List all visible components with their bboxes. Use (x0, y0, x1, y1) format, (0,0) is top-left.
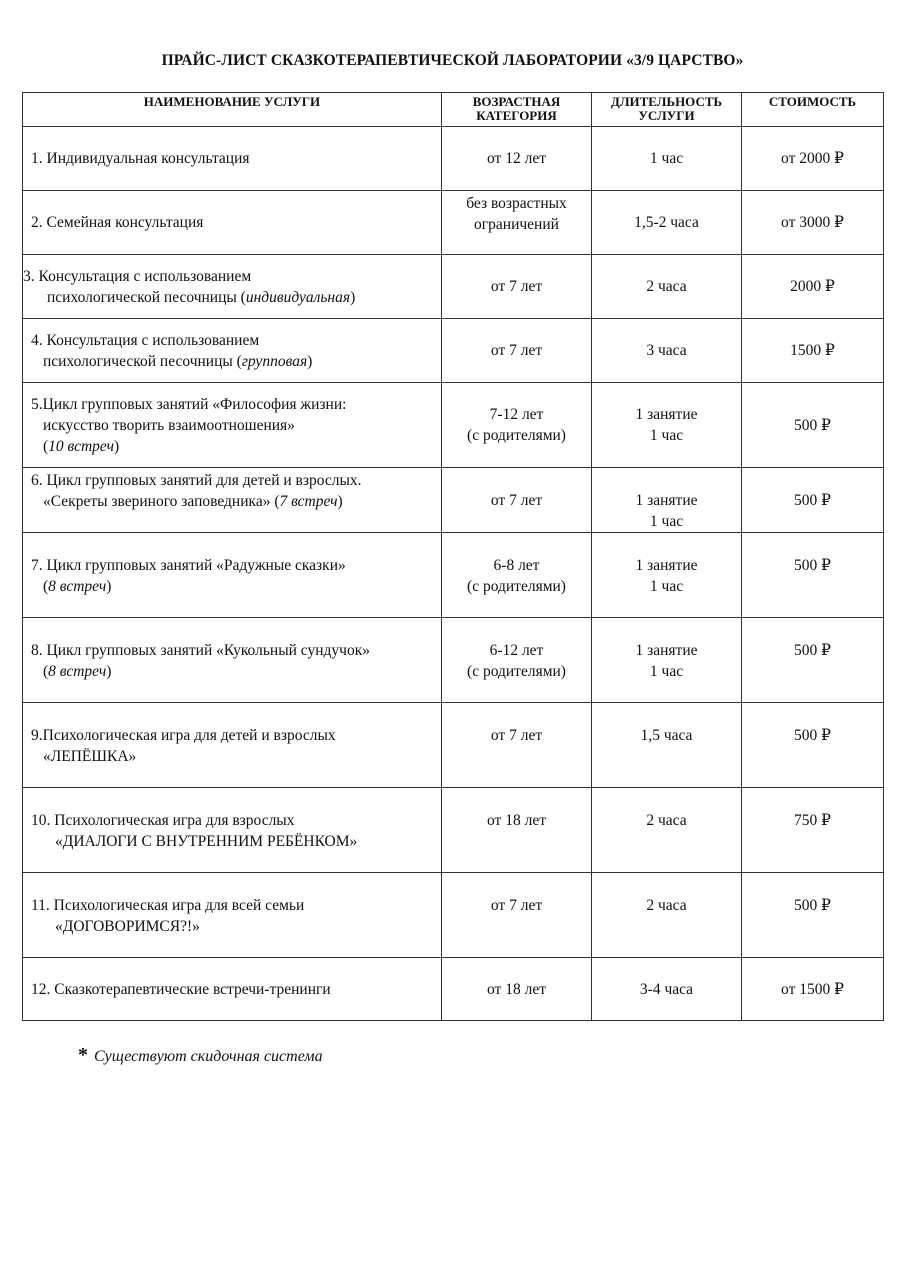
price: 1500 ₽ (742, 319, 884, 383)
price: 500 ₽ (742, 533, 884, 618)
page-title: ПРАЙС-ЛИСТ СКАЗКОТЕРАПЕВТИЧЕСКОЙ ЛАБОРАТОРИИ «3/9 ЦАРСТВО» (161, 52, 744, 69)
price: от 3000 ₽ (742, 191, 884, 255)
duration: 2 часа (592, 873, 742, 958)
header-age: ВОЗРАСТНАЯ КАТЕГОРИЯ (442, 93, 592, 127)
service-name: 7. Цикл групповых занятий «Радужные сказки» (8 встреч) (23, 533, 442, 618)
price: от 2000 ₽ (742, 127, 884, 191)
duration: 2 часа (592, 255, 742, 319)
footnote-text: Существуют скидочная система (94, 1048, 323, 1065)
age-category: от 12 лет (442, 127, 592, 191)
price-table (22, 92, 884, 1021)
age-category: от 7 лет (442, 703, 592, 788)
age-category: от 7 лет (442, 255, 592, 319)
table-row (23, 191, 884, 255)
table-row (23, 873, 884, 958)
table-row (23, 533, 884, 618)
header-name: НАИМЕНОВАНИЕ УСЛУГИ (23, 93, 442, 127)
service-name: 5.Цикл групповых занятий «Философия жизни: искусство творить взаимоотношения» (10 встреч) (23, 383, 442, 468)
age-category: от 18 лет (442, 958, 592, 1021)
price: 500 ₽ (742, 468, 884, 533)
duration: 3 часа (592, 319, 742, 383)
duration: 3-4 часа (592, 958, 742, 1021)
table-row (23, 618, 884, 703)
duration: 1 занятие 1 час (592, 533, 742, 618)
price: 500 ₽ (742, 383, 884, 468)
service-name: 4. Консультация с использованием психологической песочницы (групповая) (23, 319, 442, 383)
duration: 1 занятие 1 час (592, 468, 742, 533)
price: 500 ₽ (742, 873, 884, 958)
age-category: от 18 лет (442, 788, 592, 873)
age-category: 6-8 лет (с родителями) (442, 533, 592, 618)
table-row (23, 703, 884, 788)
age-category: от 7 лет (442, 319, 592, 383)
duration: 1 занятие 1 час (592, 618, 742, 703)
duration: 1,5-2 часа (592, 191, 742, 255)
service-name: 10. Психологическая игра для взрослых «ДИАЛОГИ С ВНУТРЕННИМ РЕБЁНКОМ» (23, 788, 442, 873)
price: 2000 ₽ (742, 255, 884, 319)
age-category: 6-12 лет (с родителями) (442, 618, 592, 703)
price: 750 ₽ (742, 788, 884, 873)
table-row (23, 958, 884, 1021)
footnote (78, 1044, 323, 1067)
header-duration: ДЛИТЕЛЬНОСТЬ УСЛУГИ (592, 93, 742, 127)
duration: 2 часа (592, 788, 742, 873)
service-name: 9.Психологическая игра для детей и взрослых «ЛЕПЁШКА» (23, 703, 442, 788)
duration: 1 час (592, 127, 742, 191)
table-header-row (23, 93, 884, 127)
table-row (23, 127, 884, 191)
price: от 1500 ₽ (742, 958, 884, 1021)
table-row (23, 255, 884, 319)
age-category: без возрастных ограничений (442, 191, 592, 255)
service-name: 6. Цикл групповых занятий для детей и взрослых. «Секреты звериного заповедника» (7 встреч) (23, 468, 442, 533)
duration: 1 занятие 1 час (592, 383, 742, 468)
service-name: 8. Цикл групповых занятий «Кукольный сундучок» (8 встреч) (23, 618, 442, 703)
service-name: 3. Консультация с использованием психологической песочницы (индивидуальная) (23, 255, 442, 319)
asterisk-icon: * (78, 1044, 88, 1066)
service-name: 11. Психологическая игра для всей семьи «ДОГОВОРИМСЯ?!» (23, 873, 442, 958)
table-row (23, 468, 884, 533)
service-name: 2. Семейная консультация (23, 191, 442, 255)
age-category: 7-12 лет (с родителями) (442, 383, 592, 468)
table-row (23, 319, 884, 383)
age-category: от 7 лет (442, 873, 592, 958)
service-name: 12. Сказкотерапевтические встречи-тренинги (23, 958, 442, 1021)
price: 500 ₽ (742, 618, 884, 703)
price: 500 ₽ (742, 703, 884, 788)
service-name: 1. Индивидуальная консультация (23, 127, 442, 191)
table-row (23, 788, 884, 873)
header-price: СТОИМОСТЬ (742, 93, 884, 127)
table-row (23, 383, 884, 468)
age-category: от 7 лет (442, 468, 592, 533)
duration: 1,5 часа (592, 703, 742, 788)
